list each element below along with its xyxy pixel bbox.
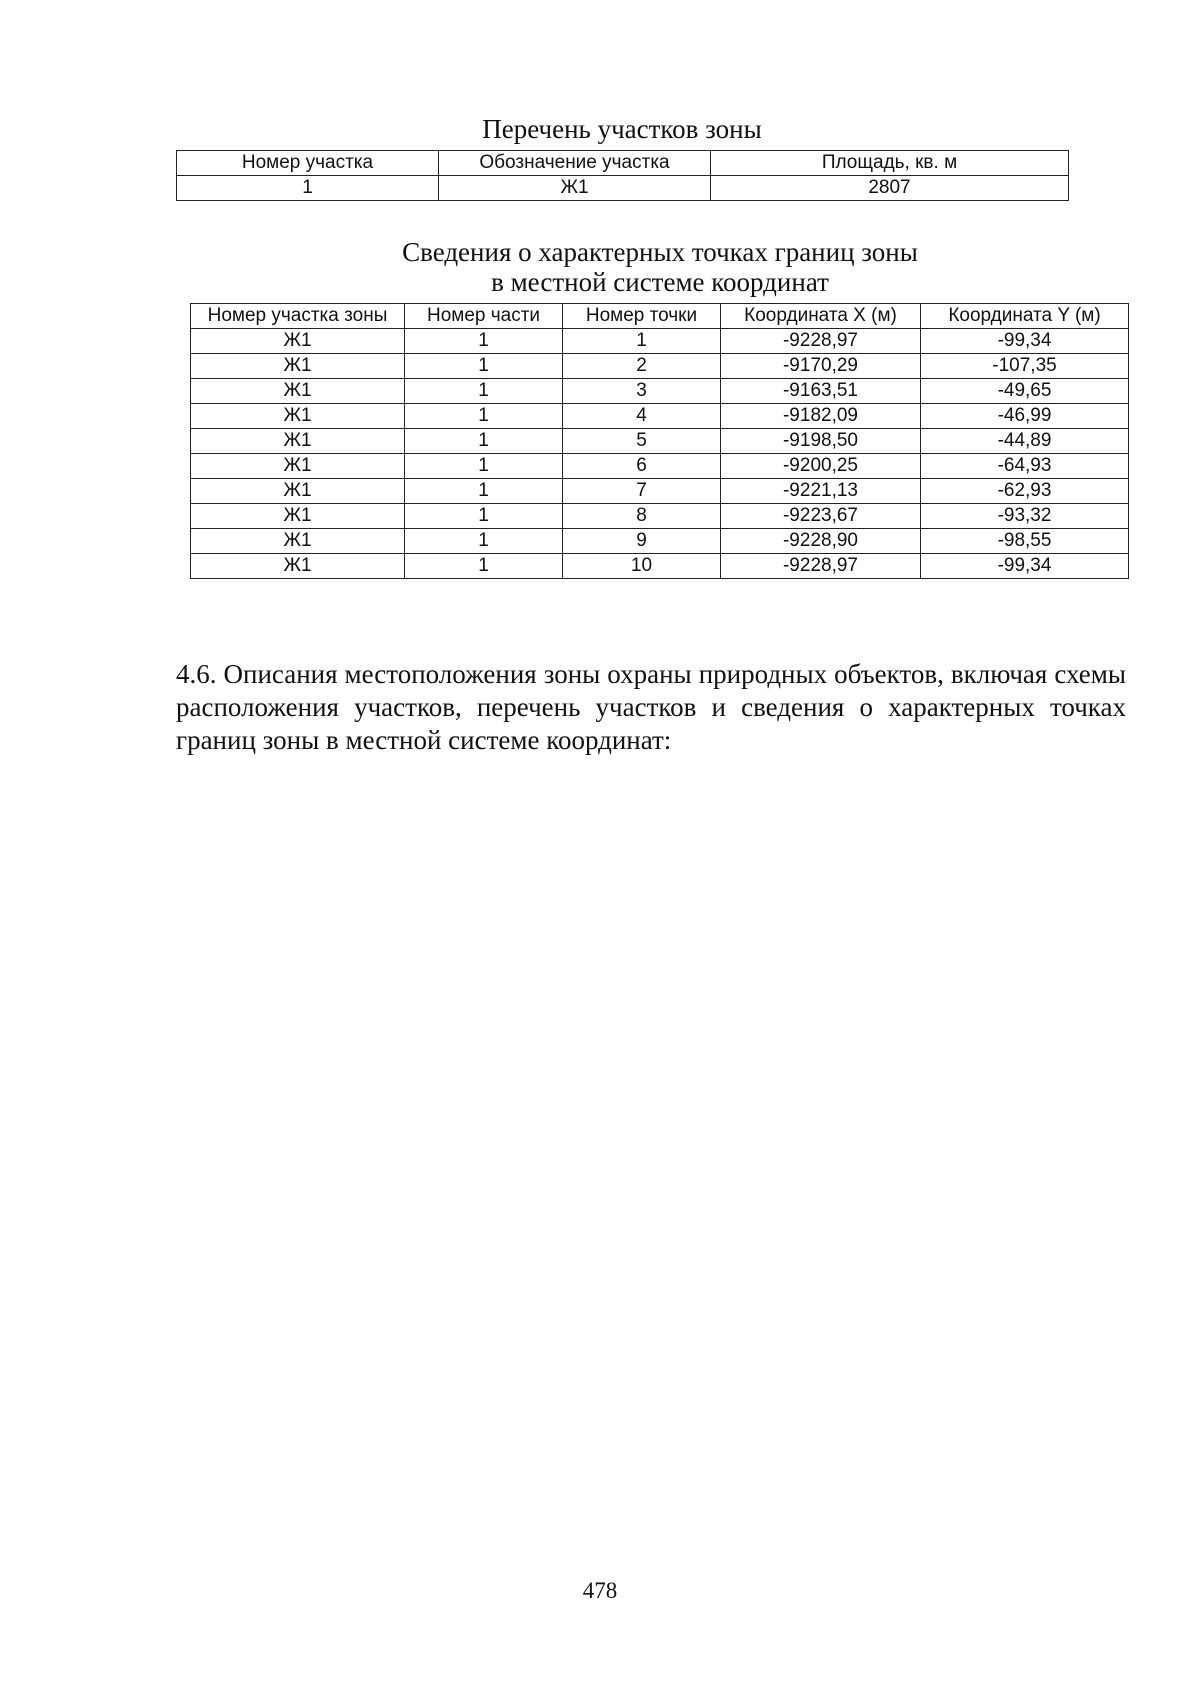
table-row xyxy=(191,454,1129,479)
cell-x: -9182,09 xyxy=(721,404,921,429)
header-point-number: Номер точки xyxy=(563,304,721,329)
cell-y: -64,93 xyxy=(921,454,1129,479)
cell-part: 1 xyxy=(405,504,563,529)
header-coordinate-y: Координата Y (м) xyxy=(921,304,1129,329)
cell-point: 9 xyxy=(563,529,721,554)
plots-table xyxy=(176,150,1069,201)
cell-x: -9223,67 xyxy=(721,504,921,529)
boundary-points-table xyxy=(190,303,1129,579)
cell-plot-number: 1 xyxy=(177,176,439,201)
table-row xyxy=(191,504,1129,529)
cell-zone-plot: Ж1 xyxy=(191,529,405,554)
cell-y: -49,65 xyxy=(921,379,1129,404)
cell-x: -9170,29 xyxy=(721,354,921,379)
header-zone-plot-number: Номер участка зоны xyxy=(191,304,405,329)
cell-y: -99,34 xyxy=(921,329,1129,354)
cell-point: 2 xyxy=(563,354,721,379)
cell-x: -9228,97 xyxy=(721,329,921,354)
cell-point: 10 xyxy=(563,554,721,579)
cell-x: -9221,13 xyxy=(721,479,921,504)
table-row xyxy=(191,329,1129,354)
cell-plot-designation: Ж1 xyxy=(439,176,711,201)
cell-zone-plot: Ж1 xyxy=(191,454,405,479)
table1-caption: Перечень участков зоны xyxy=(482,114,762,144)
cell-zone-plot: Ж1 xyxy=(191,504,405,529)
cell-y: -98,55 xyxy=(921,529,1129,554)
cell-y: -46,99 xyxy=(921,404,1129,429)
cell-part: 1 xyxy=(405,529,563,554)
cell-x: -9198,50 xyxy=(721,429,921,454)
header-coordinate-x: Координата X (м) xyxy=(721,304,921,329)
table2-caption-line2: в местной системе координат xyxy=(491,267,829,297)
cell-point: 5 xyxy=(563,429,721,454)
table-header-row xyxy=(177,151,1069,176)
cell-point: 6 xyxy=(563,454,721,479)
table-header-row xyxy=(191,304,1129,329)
cell-area: 2807 xyxy=(711,176,1069,201)
cell-zone-plot: Ж1 xyxy=(191,404,405,429)
table-row xyxy=(191,404,1129,429)
cell-zone-plot: Ж1 xyxy=(191,354,405,379)
cell-point: 4 xyxy=(563,404,721,429)
header-area: Площадь, кв. м xyxy=(711,151,1069,176)
table-row xyxy=(191,529,1129,554)
table-row xyxy=(191,554,1129,579)
cell-part: 1 xyxy=(405,429,563,454)
cell-point: 7 xyxy=(563,479,721,504)
cell-y: -62,93 xyxy=(921,479,1129,504)
table-row xyxy=(191,479,1129,504)
header-plot-number: Номер участка xyxy=(177,151,439,176)
table2-caption-line1: Сведения о характерных точках границ зоны xyxy=(402,237,918,267)
cell-point: 8 xyxy=(563,504,721,529)
cell-point: 3 xyxy=(563,379,721,404)
cell-part: 1 xyxy=(405,554,563,579)
cell-point: 1 xyxy=(563,329,721,354)
cell-y: -99,34 xyxy=(921,554,1129,579)
cell-zone-plot: Ж1 xyxy=(191,479,405,504)
cell-x: -9163,51 xyxy=(721,379,921,404)
page-number: 478 xyxy=(582,1578,618,1603)
header-plot-designation: Обозначение участка xyxy=(439,151,711,176)
cell-y: -93,32 xyxy=(921,504,1129,529)
cell-zone-plot: Ж1 xyxy=(191,329,405,354)
cell-part: 1 xyxy=(405,354,563,379)
table-row xyxy=(191,379,1129,404)
header-part-number: Номер части xyxy=(405,304,563,329)
cell-y: -44,89 xyxy=(921,429,1129,454)
cell-part: 1 xyxy=(405,454,563,479)
cell-x: -9228,90 xyxy=(721,529,921,554)
table-row xyxy=(191,354,1129,379)
cell-zone-plot: Ж1 xyxy=(191,379,405,404)
cell-x: -9200,25 xyxy=(721,454,921,479)
table-row xyxy=(191,429,1129,454)
cell-zone-plot: Ж1 xyxy=(191,429,405,454)
section-paragraph: 4.6. Описания местоположения зоны охраны природных объектов, включая схемы расположения участков, перечень участков и сведения о характерных точках границ зоны в местной системе координат: xyxy=(176,659,1126,755)
table2-caption xyxy=(190,237,1130,297)
cell-y: -107,35 xyxy=(921,354,1129,379)
cell-zone-plot: Ж1 xyxy=(191,554,405,579)
cell-x: -9228,97 xyxy=(721,554,921,579)
cell-part: 1 xyxy=(405,404,563,429)
cell-part: 1 xyxy=(405,479,563,504)
cell-part: 1 xyxy=(405,329,563,354)
table-row xyxy=(177,176,1069,201)
cell-part: 1 xyxy=(405,379,563,404)
